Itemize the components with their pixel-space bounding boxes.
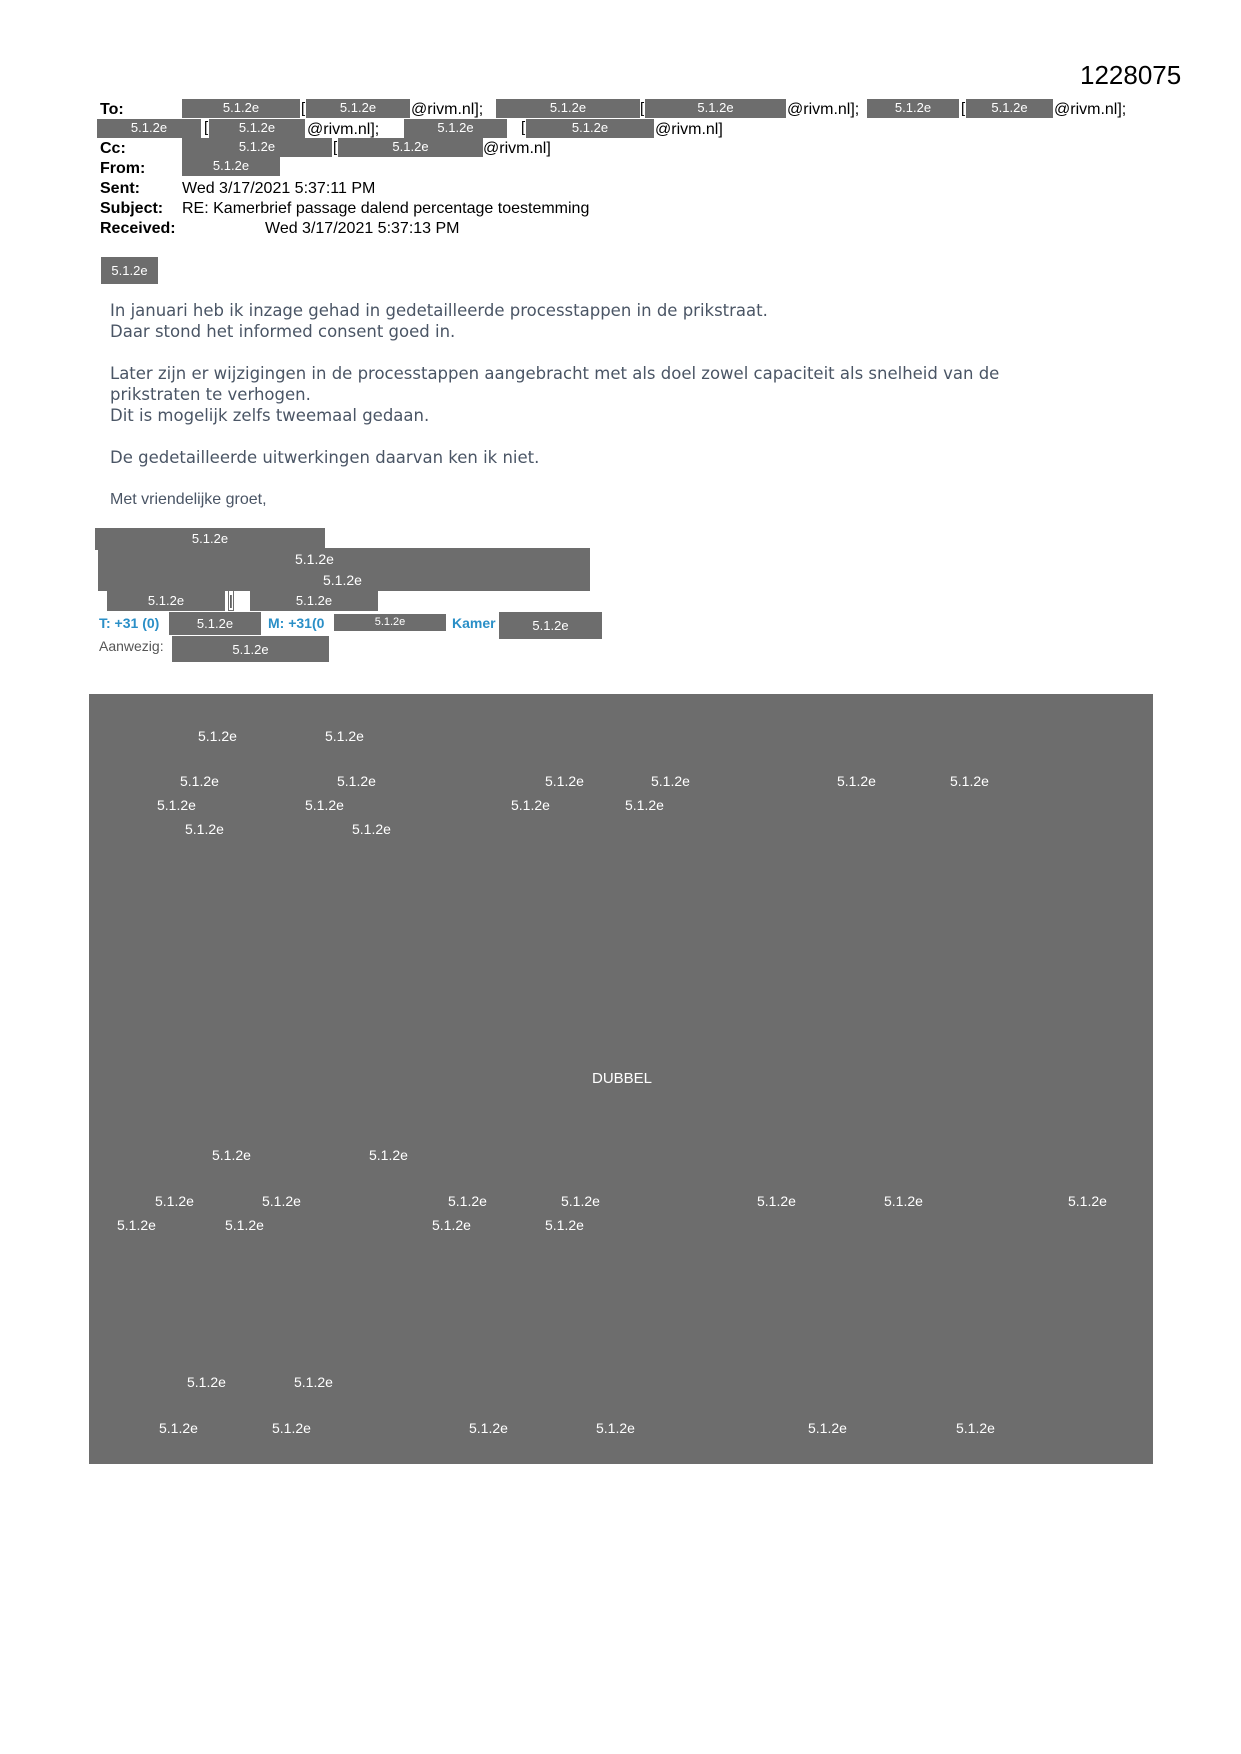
document-id: 1228075 (1080, 60, 1182, 90)
redaction: 5.1.2e (369, 1147, 408, 1163)
redaction: 5.1.2e (185, 821, 224, 837)
redaction: 5.1.2e (101, 257, 158, 284)
redaction: 5.1.2e (172, 636, 329, 662)
redaction: 5.1.2e (625, 797, 664, 813)
redaction: 5.1.2e (651, 773, 690, 789)
redaction: 5.1.2e (212, 1147, 251, 1163)
subject-label: Subject: (100, 200, 164, 217)
redaction: 5.1.2e (97, 119, 201, 138)
redaction: 5.1.2e (956, 1420, 995, 1436)
redaction: 5.1.2e (169, 612, 261, 635)
email-domain: @rivm.nl]; (1054, 101, 1127, 118)
phone-label: T: +31 (0) (99, 615, 160, 631)
redaction: 5.1.2e (262, 1193, 301, 1209)
to-label: To: (100, 101, 124, 118)
redaction: 5.1.2e (180, 773, 219, 789)
kamer-label: Kamer (452, 615, 496, 631)
redaction: 5.1.2e (526, 119, 654, 138)
redaction: 5.1.2e (469, 1420, 508, 1436)
redaction: 5.1.2e (545, 773, 584, 789)
received-value: Wed 3/17/2021 5:37:13 PM (265, 220, 460, 237)
mobile-label: M: +31(0 (268, 615, 325, 631)
subject-value: RE: Kamerbrief passage dalend percentage toestemming (182, 200, 590, 217)
redaction: 5.1.2e (325, 728, 364, 744)
bracket: [ (521, 119, 526, 136)
email-domain: @rivm.nl] (483, 140, 551, 157)
redaction: 5.1.2e (352, 821, 391, 837)
redaction: 5.1.2e (545, 1217, 584, 1233)
sent-label: Sent: (100, 180, 140, 197)
redaction: 5.1.2e (596, 1420, 635, 1436)
redaction: 5.1.2e (182, 99, 300, 118)
email-domain: @rivm.nl] (655, 121, 723, 138)
redaction: 5.1.2e (95, 528, 325, 550)
greeting: Met vriendelijke groet, (110, 491, 267, 508)
redaction: 5.1.2e (837, 773, 876, 789)
email-domain: @rivm.nl]; (411, 101, 484, 118)
redaction: 5.1.2e (511, 797, 550, 813)
redaction: 5.1.2e (182, 138, 332, 157)
redaction: 5.1.2e (561, 1193, 600, 1209)
redaction: 5.1.2e (448, 1193, 487, 1209)
redaction: 5.1.2e (107, 590, 225, 611)
body-line: Later zijn er wijzigingen in de processtappen aangebracht met als doel zowel capaciteit als snelheid van de (110, 364, 1000, 383)
redaction: 5.1.2e (305, 797, 344, 813)
redaction: 5.1.2e (250, 590, 378, 611)
redaction: 5.1.2e (198, 728, 237, 744)
redaction: 5.1.2e (182, 157, 280, 176)
redaction: 5.1.2e (306, 99, 410, 118)
redaction: 5.1.2e (884, 1193, 923, 1209)
redaction: 5.1.2e (225, 1217, 264, 1233)
bracket: [ (204, 119, 209, 136)
redaction: 5.1.2e (272, 1420, 311, 1436)
redaction: 5.1.2e (950, 773, 989, 789)
body-line: In januari heb ik inzage gehad in gedetailleerde processtappen in de prikstraat. (110, 301, 768, 320)
body-line: De gedetailleerde uitwerkingen daarvan ken ik niet. (110, 448, 540, 467)
cc-label: Cc: (100, 140, 126, 157)
redaction: 5.1.2e (323, 572, 362, 588)
redaction: 5.1.2e (757, 1193, 796, 1209)
redaction: 5.1.2e (117, 1217, 156, 1233)
body-line: prikstraten te verhogen. (110, 385, 311, 404)
redaction: 5.1.2e (187, 1374, 226, 1390)
email-domain: @rivm.nl]; (307, 121, 380, 138)
redaction: 5.1.2e (432, 1217, 471, 1233)
bar-separator: | (228, 590, 234, 611)
redaction: 5.1.2e (159, 1420, 198, 1436)
redaction: 5.1.2e (1068, 1193, 1107, 1209)
bracket: [ (640, 100, 645, 117)
body-line: Daar stond het informed consent goed in. (110, 322, 456, 341)
redaction: 5.1.2e (645, 99, 786, 118)
dubbel-label: DUBBEL (592, 1070, 653, 1087)
redaction: 5.1.2e (209, 119, 305, 138)
redaction: 5.1.2e (155, 1193, 194, 1209)
sent-value: Wed 3/17/2021 5:37:11 PM (182, 180, 376, 197)
redaction: 5.1.2e (496, 99, 640, 118)
redaction: 5.1.2e (334, 614, 446, 631)
redaction: 5.1.2e (338, 138, 483, 157)
present-label: Aanwezig: (99, 638, 164, 654)
body-line: Dit is mogelijk zelfs tweemaal gedaan. (110, 406, 430, 425)
redaction: 5.1.2e (867, 99, 959, 118)
redaction: 5.1.2e (499, 612, 602, 639)
from-label: From: (100, 160, 146, 177)
redaction: 5.1.2e (295, 551, 334, 567)
redaction: 5.1.2e (404, 119, 507, 138)
received-label: Received: (100, 220, 176, 237)
redaction: 5.1.2e (294, 1374, 333, 1390)
bracket: [ (333, 139, 338, 156)
redaction: 5.1.2e (157, 797, 196, 813)
bracket: [ (301, 100, 306, 117)
redacted-duplicate-block (89, 694, 1153, 1464)
redaction: 5.1.2e (966, 99, 1053, 118)
redaction: 5.1.2e (808, 1420, 847, 1436)
bracket: [ (961, 100, 966, 117)
email-domain: @rivm.nl]; (787, 101, 860, 118)
redaction: 5.1.2e (337, 773, 376, 789)
